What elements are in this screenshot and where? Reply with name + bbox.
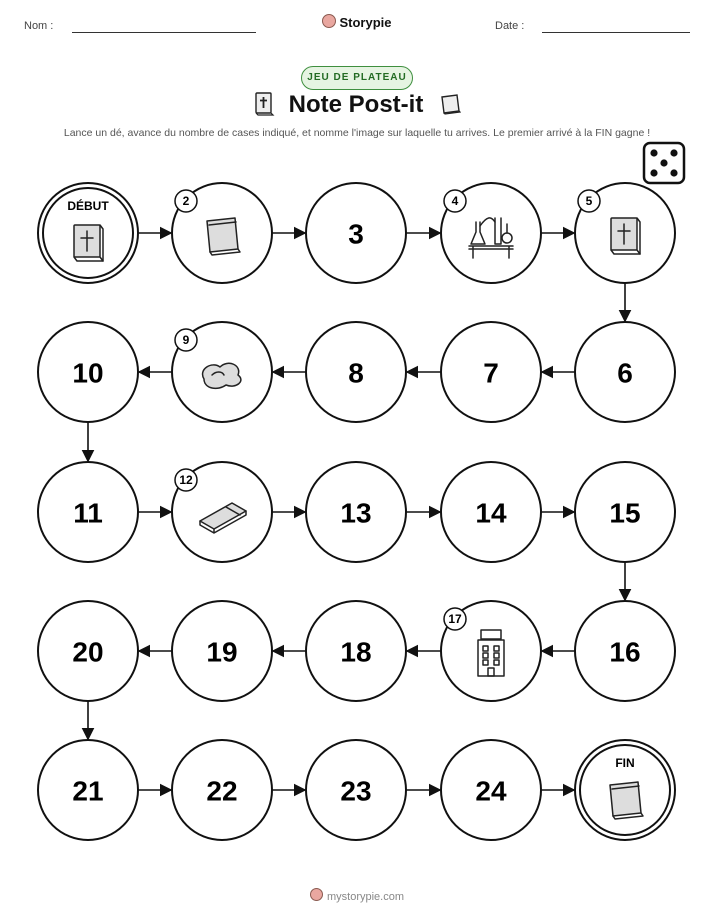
cell-number: 4 xyxy=(451,194,459,208)
board-cell-17 xyxy=(441,601,541,701)
cell-number: 20 xyxy=(72,636,104,668)
cell-number: 23 xyxy=(340,775,372,807)
cell-number: 24 xyxy=(475,775,507,807)
board-cell-11 xyxy=(38,462,138,562)
board-game-pill: JEU DE PLATEAU xyxy=(301,66,413,90)
bible-icon xyxy=(74,225,103,261)
board-cell-5 xyxy=(575,183,675,283)
board-cell-24 xyxy=(441,740,541,840)
board-cell-25 xyxy=(575,740,675,840)
cell-number: 3 xyxy=(348,218,364,250)
board-cell-6 xyxy=(575,322,675,422)
board-cell-13 xyxy=(306,462,406,562)
board-cell-12 xyxy=(172,462,272,562)
cell-number: 2 xyxy=(182,194,190,208)
footer xyxy=(0,888,714,903)
sticky-note-icon xyxy=(207,218,240,255)
board-cell-2 xyxy=(172,183,272,283)
cell-number: 10 xyxy=(72,357,104,389)
board-cell-7 xyxy=(441,322,541,422)
cell-number: 12 xyxy=(179,473,193,487)
cell-number: 9 xyxy=(182,333,190,347)
cell-number: 8 xyxy=(348,357,364,389)
puddle-icon xyxy=(203,363,241,388)
cell-number: 7 xyxy=(483,357,499,389)
board-cell-19 xyxy=(172,601,272,701)
dice-five-icon xyxy=(644,143,684,183)
cell-number: 19 xyxy=(206,636,238,668)
cell-number: 15 xyxy=(609,497,641,529)
title-text: Note Post-it xyxy=(288,91,424,118)
cell-number: 21 xyxy=(72,775,104,807)
cell-number: 6 xyxy=(617,357,633,389)
board-cell-8 xyxy=(306,322,406,422)
board-cell-21 xyxy=(38,740,138,840)
board-cell-16 xyxy=(575,601,675,701)
date-label: Date : xyxy=(495,20,525,32)
board-cell-3 xyxy=(306,183,406,283)
instructions: Lance un dé, avance du nombre de cases indiqué, et nomme l'image sur laquelle tu arrives. Le premier arrivé à la FIN gagne ! xyxy=(63,127,651,139)
board-cell-23 xyxy=(306,740,406,840)
cell-label: FIN xyxy=(615,756,635,770)
storypie-logo-icon xyxy=(310,888,323,901)
cell-number: 17 xyxy=(448,612,462,626)
footer-url: mystorypie.com xyxy=(326,891,405,903)
name-label: Nom : xyxy=(24,20,54,32)
board-cell-1 xyxy=(38,183,138,283)
board-cell-10 xyxy=(38,322,138,422)
board-cell-4 xyxy=(441,183,541,283)
cell-number: 22 xyxy=(206,775,238,807)
cell-number: 13 xyxy=(340,497,372,529)
board-cell-9 xyxy=(172,322,272,422)
board-cell-20 xyxy=(38,601,138,701)
cell-label: DÉBUT xyxy=(67,199,109,213)
bible-icon xyxy=(611,218,640,254)
cell-number: 16 xyxy=(609,636,641,668)
cell-number: 14 xyxy=(475,497,507,529)
board-cell-18 xyxy=(306,601,406,701)
board-cell-22 xyxy=(172,740,272,840)
cell-number: 5 xyxy=(585,194,593,208)
board-cell-14 xyxy=(441,462,541,562)
board-cell-15 xyxy=(575,462,675,562)
sticky-note-icon xyxy=(610,782,643,819)
cell-number: 11 xyxy=(73,497,103,529)
brand-name: Storypie xyxy=(339,15,392,30)
cell-number: 18 xyxy=(340,636,372,668)
